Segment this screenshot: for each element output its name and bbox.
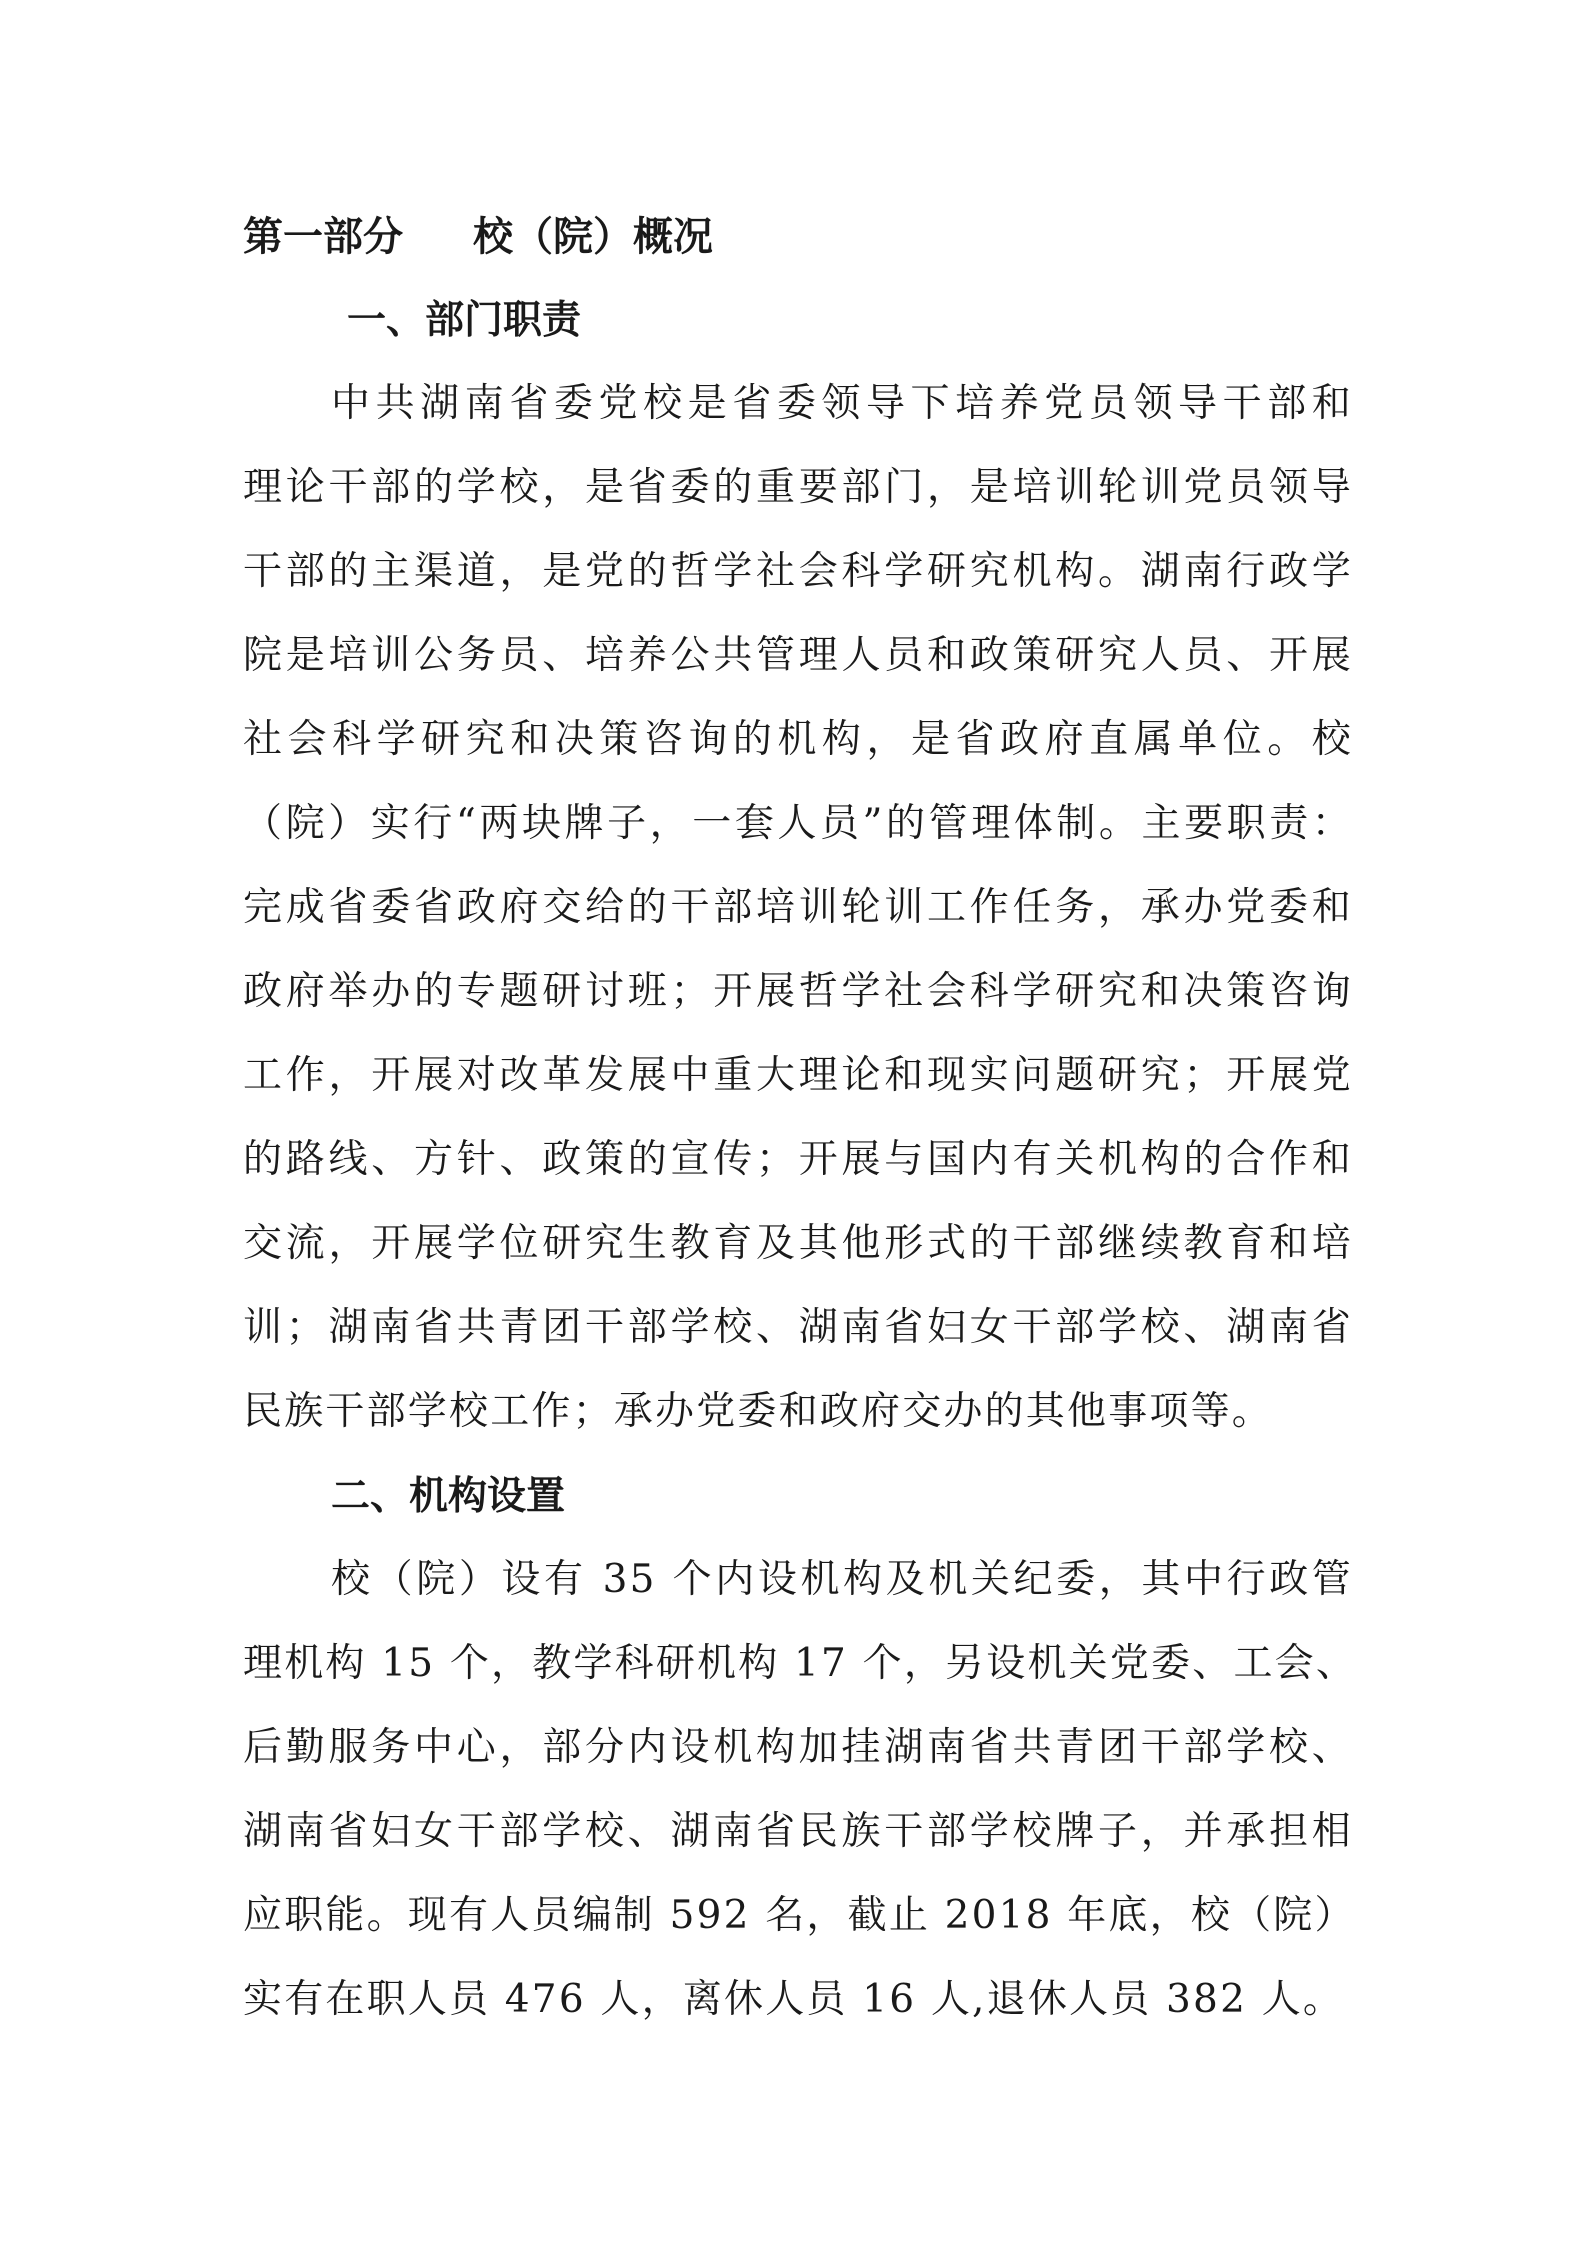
paragraph-line: 校（院）设有 35 个内设机构及机关纪委，其中行政管 (331, 1557, 1353, 1602)
paragraph-line: 实有在职人员 476 人，离休人员 16 人,退休人员 382 人。 (243, 1977, 1345, 2022)
paragraph-line: 民族干部学校工作；承办党委和政府交办的其他事项等。 (243, 1389, 1274, 1434)
paragraph-organization (243, 1538, 1358, 2042)
paragraph-line: 社会科学研究和决策咨询的机构，是省政府直属单位。校 (243, 717, 1353, 762)
paragraph-line: （院）实行“两块牌子，一套人员”的管理体制。主要职责： (243, 801, 1353, 846)
paragraph-line: 政府举办的专题研讨班；开展哲学社会科学研究和决策咨询 (243, 969, 1353, 1014)
paragraph-line: 完成省委省政府交给的干部培训轮训工作任务，承办党委和 (243, 885, 1353, 930)
paragraph-duties (243, 362, 1353, 1454)
paragraph-line: 理机构 15 个，教学科研机构 17 个，另设机关党委、工会、 (243, 1641, 1358, 1686)
part-number: 第一部分 (243, 214, 403, 260)
paragraph-line: 的路线、方针、政策的宣传；开展与国内有关机构的合作和 (243, 1137, 1353, 1182)
paragraph-line: 理论干部的学校，是省委的重要部门，是培训轮训党员领导 (243, 465, 1353, 510)
paragraph-line: 工作，开展对改革发展中重大理论和现实问题研究；开展党 (243, 1053, 1353, 1098)
part-name: 校（院）概况 (473, 214, 713, 260)
paragraph-line: 交流，开展学位研究生教育及其他形式的干部继续教育和培 (243, 1221, 1353, 1266)
document-content (243, 196, 1358, 2042)
paragraph-line: 训；湖南省共青团干部学校、湖南省妇女干部学校、湖南省 (243, 1305, 1353, 1350)
paragraph-line: 院是培训公务员、培养公共管理人员和政策研究人员、开展 (243, 633, 1353, 678)
paragraph-line: 后勤服务中心，部分内设机构加挂湖南省共青团干部学校、 (243, 1725, 1353, 1770)
section-heading-organization: 二、机构设置 (331, 1473, 566, 1519)
section-heading-duties: 一、部门职责 (347, 297, 582, 343)
paragraph-line: 干部的主渠道，是党的哲学社会科学研究机构。湖南行政学 (243, 549, 1353, 594)
paragraph-line: 湖南省妇女干部学校、湖南省民族干部学校牌子，并承担相 (243, 1809, 1353, 1854)
part-title (243, 196, 1353, 278)
paragraph-line: 应职能。现有人员编制 592 名，截止 2018 年底，校（院） (243, 1893, 1356, 1938)
paragraph-line: 中共湖南省委党校是省委领导下培养党员领导干部和 (331, 381, 1353, 426)
